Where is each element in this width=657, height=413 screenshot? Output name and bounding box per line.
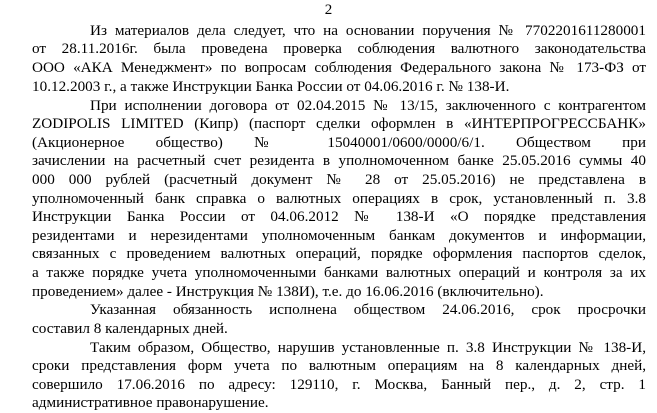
- paragraph-2-line-8: резидентами и нерезидентами уполномоченным банкам документов и информации,: [32, 227, 646, 244]
- paragraph-2-line-10: а также порядке учета уполномоченными банками валютных операций и контроля за их: [32, 264, 646, 281]
- paragraph-2-line-6: уполномоченный банк справка о валютных операциях в срок, установленный п. 3.8: [32, 190, 646, 207]
- paragraph-4-line-2: сроки представления форм учета по валютным операциям на 8 календарных дней,: [32, 357, 646, 374]
- paragraph-1-line-4: 10.12.2003 г., а также Инструкции Банка России от 04.06.2016 г. № 138-И.: [32, 78, 510, 95]
- paragraph-2-line-11: проведением» далее - Инструкция № 138И), т.е. до 16.06.2016 (включительно).: [32, 283, 544, 300]
- paragraph-2-line-5: 000 000 рублей (расчетный документ № 28 от 25.05.2016) не представлена в: [32, 171, 646, 188]
- paragraph-1-line-3: ООО «АКА Менеджмент» по вопросам соблюдения Федерального закона № 173-ФЗ от: [32, 59, 646, 76]
- paragraph-1-line-1: Из материалов дела следует, что на основании поручения № 7702201611280001: [90, 22, 646, 39]
- paragraph-4-line-3: совершило 17.06.2016 по адресу: 129110, г. Москва, Банный пер., д. 2, стр. 1: [32, 376, 646, 393]
- paragraph-2-line-1: При исполнении договора от 02.04.2015 № 13/15, заключенного с контрагентом: [90, 97, 646, 114]
- paragraph-1-line-2: от 28.11.2016г. была проведена проверка соблюдения валютного законодательства: [32, 40, 646, 57]
- paragraph-2-line-7: Инструкции Банка России от 04.06.2012 № 138-И «О порядке представления: [32, 208, 646, 225]
- paragraph-2-line-4: зачислении на расчетный счет резидента в уполномоченном банке 25.05.2016 суммы 40: [32, 152, 646, 169]
- paragraph-4-line-4: административное правонарушение.: [32, 394, 269, 411]
- paragraph-3-line-2: составил 8 календарных дней.: [32, 320, 228, 337]
- page-number: 2: [324, 2, 333, 18]
- paragraph-4-line-1: Таким образом, Общество, нарушив установленные п. 3.8 Инструкции № 138-И,: [90, 339, 646, 356]
- paragraph-2-line-9: связанных с проведением валютных операций, порядке оформления паспортов сделок,: [32, 245, 646, 262]
- paragraph-2-line-2: ZODIPOLIS LIMITED (Кипр) (паспорт сделки оформлен в «ИНТЕРПРОГРЕССБАНК»: [32, 115, 646, 132]
- paragraph-2-line-3: (Акционерное общество) № 15040001/0600/0000/6/1. Обществом при: [32, 134, 646, 151]
- paragraph-3-line-1: Указанная обязанность исполнена обществом 24.06.2016, срок просрочки: [90, 301, 646, 318]
